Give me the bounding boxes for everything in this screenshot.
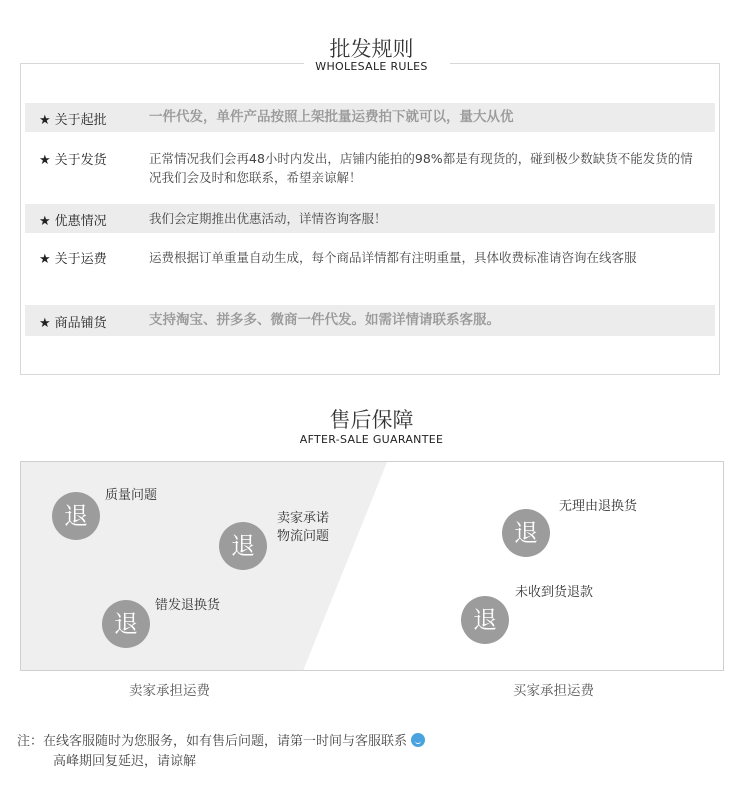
rule-row [25,103,715,132]
guarantee-item-label: 卖家承诺 物流问题 [277,511,330,544]
star-icon: ★ [39,113,51,128]
guarantee-box [20,461,724,671]
rule-text: 运费根据订单重量自动生成，每个商品详情都有注明重量，具体收费标准请咨询在线客服 [149,250,637,265]
return-icon: 退 [102,600,150,648]
rule-label: ★ 关于起批 [39,113,107,128]
guarantee-item-label: 错发退换货 [155,598,221,613]
rule-row [25,146,715,190]
rule-label: ★ 关于发货 [39,153,107,168]
star-icon: ★ [39,316,51,331]
rules-subtitle: WHOLESALE RULES [315,60,428,73]
seller-pays-shipping: 卖家承担运费 [129,683,210,699]
guarantee-subtitle: AFTER-SALE GUARANTEE [299,433,444,446]
service-note: 注：在线客服随时为您服务，如有售后问题，请第一时间与客服联系 [17,730,425,749]
service-note-line2: 高峰期回复延迟，请谅解 [53,754,197,769]
rule-label: ★ 优惠情况 [39,214,107,229]
guarantee-title: 售后保障 [329,408,414,432]
guarantee-item-label: 质量问题 [105,488,158,503]
rule-row [25,245,715,289]
rules-box [20,63,720,375]
return-icon: 退 [502,509,550,557]
rule-row [25,204,715,233]
star-icon: ★ [39,252,51,267]
return-icon: 退 [461,596,509,644]
guarantee-item-label: 无理由退换货 [559,499,638,514]
rules-title: 批发规则 [329,37,414,61]
buyer-pays-shipping: 买家承担运费 [513,683,594,699]
rule-text: 正常情况我们会再48小时内发出，店铺内能拍的98%都是有现货的，碰到极少数缺货不能发货的情况我们会及时和您联系，希望亲谅解！ [149,151,693,185]
star-icon: ★ [39,153,51,168]
return-icon: 退 [219,522,267,570]
rule-text: 一件代发，单件产品按照上架批量运费拍下就可以，量大从优 [149,109,514,125]
smile-icon [411,733,425,747]
rule-text: 我们会定期推出优惠活动，详情咨询客服！ [149,211,387,226]
guarantee-item-label: 未收到货退款 [515,585,594,600]
rule-label: ★ 商品铺货 [39,316,107,331]
rule-text: 支持淘宝、拼多多、微商一件代发。如需详情请联系客服。 [149,312,500,328]
rule-label: ★ 关于运费 [39,252,107,267]
return-icon: 退 [52,492,100,540]
rule-row [25,305,715,336]
star-icon: ★ [39,214,51,229]
